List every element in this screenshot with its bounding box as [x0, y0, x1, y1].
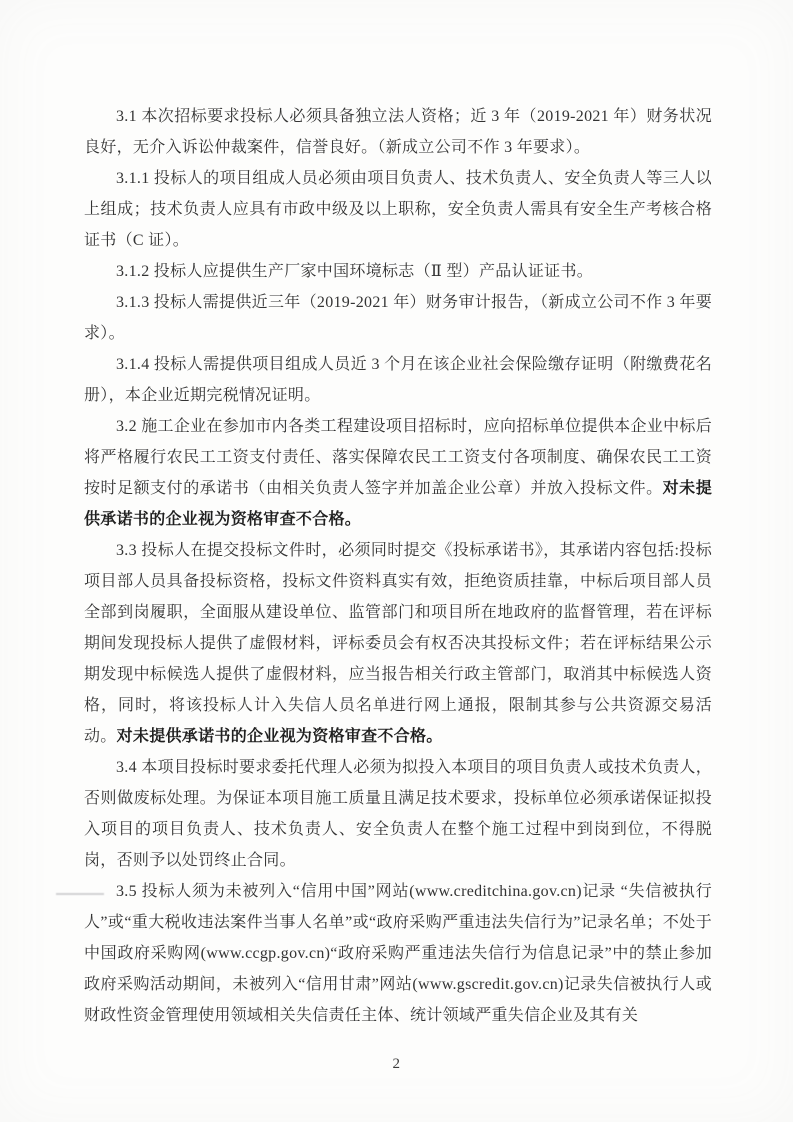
paragraph-3-1-4-text: 3.1.4 投标人需提供项目组成人员近 3 个月在该企业社会保险缴存证明（附缴费花名册），本企业近期完税情况证明。 — [84, 356, 712, 404]
paragraph-3-2-text: 3.2 施工企业在参加市内各类工程建设项目招标时，应向招标单位提供本企业中标后将严格履行农民工工资支付责任、落实保障农民工工资支付各项制度、确保农民工工资按时足额支付的承诺书（由相关负责人签字并加盖企业公章）并放入投标文件。 — [84, 418, 712, 497]
paragraph-3-5 — [84, 876, 712, 1031]
paragraph-3-3-bold-note: 对未提供承诺书的企业视为资格审查不合格。 — [116, 728, 443, 745]
paragraph-3-4 — [84, 752, 712, 876]
document-content — [84, 101, 712, 1031]
page-number: 2 — [392, 1056, 401, 1072]
paragraph-3-1-2-text: 3.1.2 投标人应提供生产厂家中国环境标志（Ⅱ 型）产品认证证书。 — [116, 263, 594, 280]
paragraph-3-5-text: 3.5 投标人须为未被列入“信用中国”网站(www.creditchina.gov.cn)记录 “失信被执行人”或“重大税收违法案件当事人名单”或“政府采购严重违法失信行为”记录名单；不处于中国政府采购网(www.ccgp.gov.cn)“政府采购严重违法失信行为信息记录”中的禁止参加政府采购活动期间，未被列入“信用甘肃”网站(www.gscredit.gov.cn)记录失信被执行人或财政性资金管理使用领域相关失信责任主体、统计领域严重失信企业及其有关 — [84, 883, 712, 1024]
paragraph-3-3 — [84, 535, 712, 752]
paragraph-3-1-3-text: 3.1.3 投标人需提供近三年（2019-2021 年）财务审计报告，（新成立公司不作 3 年要求）。 — [84, 294, 712, 342]
paragraph-3-1-1 — [84, 163, 712, 256]
paragraph-3-3-text: 3.3 投标人在提交投标文件时，必须同时提交《投标承诺书》，其承诺内容包括:投标项目部人员具备投标资格，投标文件资料真实有效，拒绝资质挂靠，中标后项目部人员全部到岗履职，全面服从建设单位、监管部门和项目所在地政府的监督管理，若在评标期间发现投标人提供了虚假材料，评标委员会有权否决其投标文件；若在评标结果公示期发现中标候选人提供了虚假材料，应当报告相关行政主管部门，取消其中标候选人资格，同时，将该投标人计入失信人员名单进行网上通报，限制其参与公共资源交易活动。 — [84, 542, 712, 745]
paragraph-3-4-text: 3.4 本项目投标时要求委托代理人必须为拟投入本项目的项目负责人或技术负责人，否则做废标处理。为保证本项目施工质量且满足技术要求，投标单位必须承诺保证拟投入项目的项目负责人、技术负责人、安全负责人在整个施工过程中到岗到位，不得脱岗，否则予以处罚终止合同。 — [84, 759, 712, 869]
paragraph-3-2 — [84, 411, 712, 535]
paragraph-3-1-2 — [84, 256, 712, 287]
paragraph-3-1 — [84, 101, 712, 163]
paragraph-3-1-text: 3.1 本次招标要求投标人必须具备独立法人资格；近 3 年（2019-2021 年）财务状况良好，无介入诉讼仲裁案件，信誉良好。（新成立公司不作 3 年要求）。 — [84, 108, 712, 156]
paragraph-3-1-1-text: 3.1.1 投标人的项目组成人员必须由项目负责人、技术负责人、安全负责人等三人以上组成；技术负责人应具有市政中级及以上职称，安全负责人需具有安全生产考核合格证书（C 证）。 — [84, 170, 712, 249]
paragraph-3-1-3 — [84, 287, 712, 349]
paragraph-3-2-bold-note: 对未提供承诺书的企业视为资格审查不合格。 — [84, 480, 712, 528]
paragraph-3-1-4 — [84, 349, 712, 411]
